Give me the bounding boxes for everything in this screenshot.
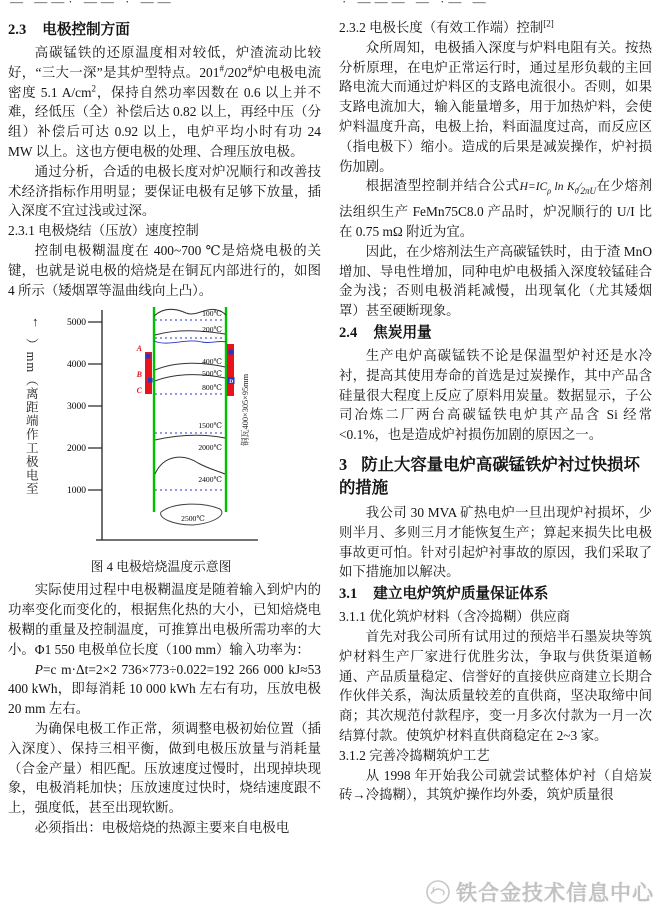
y-axis-arrow-icon: ↑ bbox=[32, 314, 39, 330]
paragraph-1998: 从 1998 年开始我公司就尝试整体炉衬（自焙炭砖→冷捣糊），其筑炉操作均外委，筑炉质量很 bbox=[339, 767, 652, 803]
tick-label: 5000 bbox=[67, 318, 86, 329]
paragraph-slipping-speed: 为确保电极工作正常，须调整电极初始位置（插入深度）、保持三相平衡，做到电极压放量与消耗量（合金产量）相匹配。压放速度过慢时，出现掉块现象，电极消耗加快；压放速度过快时，烧结速度跟不上，强度低，甚至出现软断。 bbox=[8, 720, 321, 816]
heading-3-1-1: 3.1.1 优化筑炉材料（含冷捣糊）供应商 bbox=[339, 609, 570, 625]
paragraph-paste-temperature: 实际使用过程中电极糊温度是随着输入到炉内的功率变化而变化的，根据焦化热的大小，已知焙烧电极糊的重量及控制温度，可推算出电极所需功率的大小。Φ1 550 电极单位长度（100 mm）输入功率为： bbox=[8, 582, 321, 657]
watermark-text: 铁合金技术信息中心 bbox=[456, 881, 654, 905]
isotherm-label: 2400℃ bbox=[198, 475, 222, 485]
isotherm-label: 500℃ bbox=[202, 369, 222, 379]
heading-section-3: 3 防止大容量电炉高碳锰铁炉衬过快损坏的措施 bbox=[339, 454, 640, 497]
figure-caption: 图 4 电极焙烧温度示意图 bbox=[90, 560, 232, 575]
marker-b-label: B bbox=[136, 370, 142, 380]
figure-y-axis-label: ）mm（离距端作工极电至 bbox=[23, 338, 38, 496]
cropped-line-left: — ——· —— · —— bbox=[10, 0, 175, 8]
marker-a-label: A bbox=[136, 344, 142, 354]
heading-2-4: 2.4 焦炭用量 bbox=[339, 324, 432, 341]
heading-2-3-title: 电极控制方面 bbox=[42, 22, 130, 38]
figure-plot bbox=[36, 304, 286, 556]
tick-label: 1000 bbox=[67, 486, 86, 497]
superscript-hash: # bbox=[247, 63, 253, 74]
paragraph-mno: 因此，在少熔剂法生产高碳锰铁时，由于渣 MnO 增加、导电性增加，同种电炉电极插入深度较锰硅合金为浅；否则电极消耗减慢，出现氧化（尤其矮烟罩）甚至硬断现象。 bbox=[339, 243, 652, 319]
isotherm-label: 800℃ bbox=[202, 383, 222, 393]
isotherm-label: 200℃ bbox=[202, 325, 222, 335]
heading-2-3 bbox=[8, 19, 321, 41]
watermark bbox=[425, 877, 654, 907]
thermocouple-marker bbox=[146, 354, 151, 359]
paragraph-30mva: 我公司 30 MVA 矿热电炉一旦出现炉衬损坏，少则半月、多则三月才能恢复生产；算起来损失比电极事故更可怕。针对引起炉衬事故的原因，我们采取了如下措施加以解决。 bbox=[339, 504, 652, 580]
isotherm-label: 2000℃ bbox=[198, 443, 222, 453]
figure-4-electrode-baking-diagram bbox=[8, 304, 321, 578]
formula-h: $H=IC_\rho$ $\ln K_0⁄_{2\pi U}$ bbox=[519, 181, 597, 197]
heading-2-3-number: 2.3 bbox=[8, 22, 27, 38]
isotherm-label: 1500℃ bbox=[198, 421, 222, 431]
heading-2-3-1: 2.3.1 电极烧结（压放）速度控制 bbox=[8, 223, 199, 239]
paragraph-must-point-out: 必须指出：电极焙烧的热源主要来自电极电 bbox=[34, 819, 290, 835]
cropped-line-right: · ——— — ·— — bbox=[342, 0, 490, 8]
superscript-2: 2 bbox=[91, 83, 96, 94]
copper-shoe-dimension-label: 铜瓦400×305×95mm bbox=[241, 374, 250, 447]
watermark-logo-icon bbox=[425, 879, 451, 905]
heading-3-1-2: 3.1.2 完善冷捣糊筑炉工艺 bbox=[339, 747, 490, 763]
isotherm-label: 100℃ bbox=[202, 309, 222, 319]
paragraph-analysis: 通过分析，合适的电极长度对炉况顺行和改善技术经济指标作用明显；要保证电极有足够下放量，插入深度不宜过浅或过深。 bbox=[8, 163, 321, 219]
tick-label: 2000 bbox=[67, 444, 86, 455]
paragraph-slag-formula: 根据渣型控制并结合公式$H=IC_\rho$ $\ln K_0⁄_{2\pi U}$在少熔剂法组织生产 FeMn75C8.0 产品时，炉况顺行的 U/I 比在 0.75 mΩ 附近为宜。 bbox=[339, 178, 653, 239]
isotherm-label: 400℃ bbox=[202, 357, 222, 367]
marker-d-label: D bbox=[229, 379, 234, 386]
heading-3-1: 3.1 建立电炉筑炉质量保证体系 bbox=[339, 586, 549, 603]
paragraph-electrode-intro: 高碳锰铁的还原温度相对较低，炉渣流动比较好，“三大一深”是其炉型特点。201#/202#炉电极电流密度 5.1 $A/cm^2$，保持自然功率因数在 0.6 以上并不难，经低压（全）补偿后达 0.82 以上，再经中压（分组）补偿后可达 0.92 以上，电炉平均小时有功 24 MW 以上。这也方便电极的处理、合理压放电极。 bbox=[8, 45, 322, 159]
paragraph-power-formula: P=c m·Δt=2×2 736×773÷0.022=192 266 000 kJ≈53 400 kWh，即每消耗 10 000 kWh 左右有功，压放电极 20 mm 左右。 bbox=[8, 661, 321, 717]
paragraph-coke-usage: 生产电炉高碳锰铁不论是保温型炉衬还是水冷衬，提高其使用寿命的首选是过炭操作，其中产品含硅量很大程度上反应了原料用炭量。数据显示，子公司冶炼二厂两台高碳锰铁电炉其产品含 Si 经常<0.1%，也是造成炉衬损伤加剧的原因之一。 bbox=[339, 347, 652, 443]
left-column bbox=[8, 18, 321, 838]
superscript-hash: # bbox=[219, 63, 224, 74]
right-column bbox=[339, 18, 652, 838]
marker-c-label: C bbox=[136, 386, 142, 396]
paragraph-baking-control: 控制电极糊温度在 400~700 ℃是焙烧电极的关键，也就是说电极的焙烧是在铜瓦内部进行的，如图 4 所示（矮烟罩等温曲线向上凸）。 bbox=[8, 242, 321, 298]
thermocouple-marker bbox=[148, 378, 153, 383]
isotherm-label: 2500℃ bbox=[181, 514, 205, 524]
reference-superscript: [2] bbox=[543, 18, 554, 29]
paragraph-suppliers: 首先对我公司所有试用过的预焙半石墨炭块等筑炉材料生产厂家进行优胜劣汰，争取与供货渠道畅通、产品质量稳定、信誉好的直接供应商建立长期合作伙伴关系，淘汰质量较差的直供商，坚决取缔中间商；其次规范付款程序，变一月多次付款为一月一次结算付款。使筑炉材料直供商稳定在 2~3 家。 bbox=[339, 628, 652, 743]
heading-2-3-2: 2.3.2 电极长度（有效工作端）控制[2] bbox=[339, 18, 554, 35]
thermocouple-marker bbox=[228, 350, 234, 356]
tick-label: 3000 bbox=[67, 402, 86, 413]
paragraph-insertion-depth: 众所周知，电极插入深度与炉料电阻有关。按热分析原理，在电炉正常运行时，通过星形负载的主回路电流大而通过炉料区的支路电流很小。否则，如果支路电流加大，输入能量增多，用于加热炉料，会使炉料温度升高，电极上抬，料面温度过高，而反应区（指电极下）缩小。造成的后果是减炭操作，炉衬损伤加剧。 bbox=[339, 39, 652, 174]
tick-label: 4000 bbox=[67, 360, 86, 371]
